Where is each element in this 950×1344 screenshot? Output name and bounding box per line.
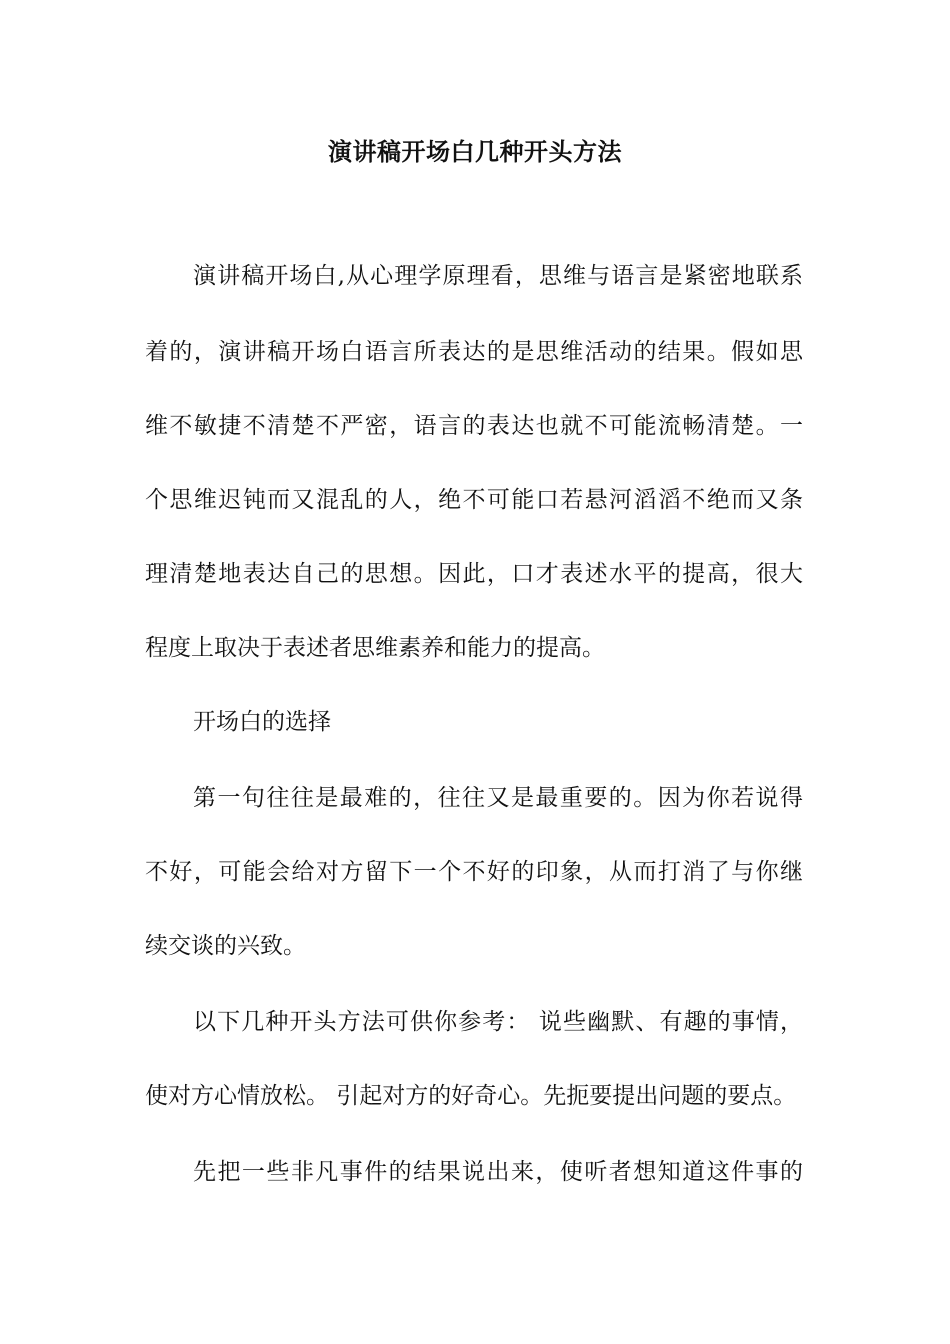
paragraph-1-line-5: 理清楚地表达自己的思想。因此，口才表述水平的提高，很大 <box>145 561 803 587</box>
paragraph-2-line-2: 不好，可能会给对方留下一个不好的印象，从而打消了与你继 <box>145 859 803 885</box>
paragraph-1-line-1: 演讲稿开场白,从心理学原理看，思维与语言是紧密地联系 <box>193 263 803 289</box>
paragraph-2-line-1: 第一句往往是最难的，往往又是最重要的。因为你若说得 <box>193 785 803 811</box>
paragraph-3-line-2: 使对方心情放松。 引起对方的好奇心。先扼要提出问题的要点。 <box>145 1083 797 1109</box>
document-title: 演讲稿开场白几种开头方法 <box>328 137 622 166</box>
paragraph-4-line-1: 先把一些非凡事件的结果说出来，使听者想知道这件事的 <box>193 1159 803 1185</box>
paragraph-1-line-2: 着的，演讲稿开场白语言所表达的是思维活动的结果。假如思 <box>145 339 803 365</box>
section-heading: 开场白的选择 <box>193 709 331 735</box>
paragraph-1-line-6: 程度上取决于表述者思维素养和能力的提高。 <box>145 635 605 661</box>
paragraph-3-line-1: 以下几种开头方法可供你参考： 说些幽默、有趣的事情， <box>193 1009 803 1035</box>
paragraph-2-line-3: 续交谈的兴致。 <box>145 933 306 959</box>
paragraph-1-line-3: 维不敏捷不清楚不严密，语言的表达也就不可能流畅清楚。一 <box>145 413 803 439</box>
paragraph-1-line-4: 个思维迟钝而又混乱的人，绝不可能口若悬河滔滔不绝而又条 <box>145 487 803 513</box>
